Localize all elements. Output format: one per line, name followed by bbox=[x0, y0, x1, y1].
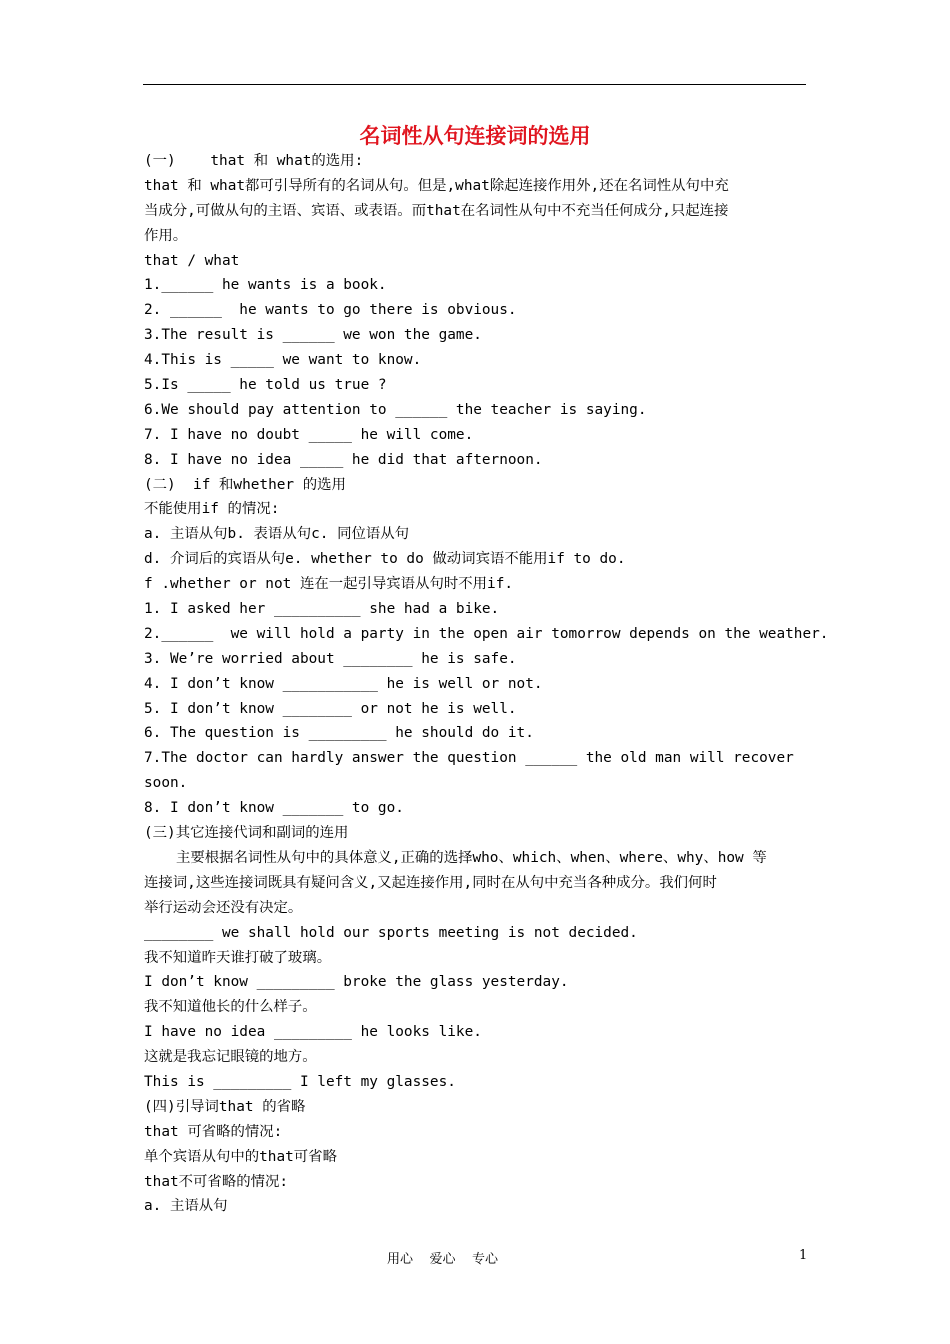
text-line: d. 介词后的宾语从句e. whether to do 做动词宾语不能用if to do. bbox=[144, 551, 626, 568]
text-line: soon. bbox=[144, 775, 188, 792]
text-line: (二) if 和whether 的选用 bbox=[144, 476, 346, 493]
text-line: 4. I don’t know ___________ he is well or not. bbox=[144, 675, 543, 692]
text-line: 6.We should pay attention to ______ the teacher is saying. bbox=[144, 401, 647, 418]
text-line: 1.______ he wants is a book. bbox=[144, 277, 387, 294]
text-line: (四)引导词that 的省略 bbox=[144, 1098, 306, 1115]
text-line: 1. I asked her __________ she had a bike. bbox=[144, 601, 500, 618]
text-line: 7.The doctor can hardly answer the question ______ the old man will recover bbox=[144, 750, 794, 767]
footer-motto: 用心 爱心 专心 bbox=[387, 1252, 499, 1267]
text-line: 5.Is _____ he told us true ? bbox=[144, 377, 387, 394]
text-line: 8. I have no idea _____ he did that afternoon. bbox=[144, 451, 543, 468]
text-line: This is _________ I left my glasses. bbox=[144, 1073, 456, 1090]
text-line: 3.The result is ______ we won the game. bbox=[144, 327, 482, 344]
text-line: (三)其它连接代词和副词的连用 bbox=[144, 825, 349, 842]
page-footer bbox=[0, 1248, 950, 1268]
text-line: that不可省略的情况: bbox=[144, 1173, 289, 1190]
text-line: I have no idea _________ he looks like. bbox=[144, 1024, 482, 1041]
text-line: 主要根据名词性从句中的具体意义,正确的选择who、which、when、where、why、how 等 bbox=[176, 849, 767, 866]
text-line: 我不知道昨天谁打破了玻璃。 bbox=[144, 949, 332, 966]
text-line: that / what bbox=[144, 252, 240, 269]
text-line: ________ we shall hold our sports meeting is not decided. bbox=[144, 924, 638, 941]
text-line: 5. I don’t know ________ or not he is well. bbox=[144, 700, 517, 717]
text-line: 8. I don’t know _______ to go. bbox=[144, 800, 404, 817]
text-line: that 和 what都可引导所有的名词从句。但是,what除起连接作用外,还在名词性从句中充 bbox=[144, 177, 729, 194]
document-title: 名词性从句连接词的选用 bbox=[359, 124, 591, 148]
page-number: 1 bbox=[799, 1248, 808, 1263]
text-line: 4.This is _____ we want to know. bbox=[144, 352, 422, 369]
text-line: 举行运动会还没有决定。 bbox=[144, 899, 303, 916]
text-line: 当成分,可做从句的主语、宾语、或表语。而that在名词性从句中不充当任何成分,只起连接 bbox=[144, 202, 729, 219]
text-line: 作用。 bbox=[144, 227, 188, 244]
text-line: I don’t know _________ broke the glass yesterday. bbox=[144, 974, 569, 991]
text-line: f .whether or not 连在一起引导宾语从句时不用if. bbox=[144, 576, 514, 593]
text-line: a. 主语从句 bbox=[144, 1198, 228, 1215]
text-line: (一) that 和 what的选用: bbox=[144, 153, 364, 169]
text-line: 3. We’re worried about ________ he is safe. bbox=[144, 650, 517, 667]
text-line: 我不知道他长的什么样子。 bbox=[144, 999, 317, 1016]
text-line: 7. I have no doubt _____ he will come. bbox=[144, 426, 474, 443]
text-line: 这就是我忘记眼镜的地方。 bbox=[144, 1049, 317, 1066]
header-rule bbox=[143, 84, 806, 85]
document-body bbox=[144, 149, 829, 1219]
text-line: 单个宾语从句中的that可省略 bbox=[144, 1148, 337, 1165]
text-line: 连接词,这些连接词既具有疑问含义,又起连接作用,同时在从句中充当各种成分。我们何时 bbox=[144, 874, 717, 891]
text-line: that 可省略的情况: bbox=[144, 1123, 283, 1140]
text-line: a. 主语从句b. 表语从句c. 同位语从句 bbox=[144, 526, 410, 543]
text-line: 2.______ we will hold a party in the open air tomorrow depends on the weather. bbox=[144, 625, 829, 642]
text-line: 不能使用if 的情况: bbox=[144, 501, 280, 518]
text-line: 2. ______ he wants to go there is obvious. bbox=[144, 302, 517, 319]
text-line: 6. The question is _________ he should do it. bbox=[144, 725, 534, 742]
